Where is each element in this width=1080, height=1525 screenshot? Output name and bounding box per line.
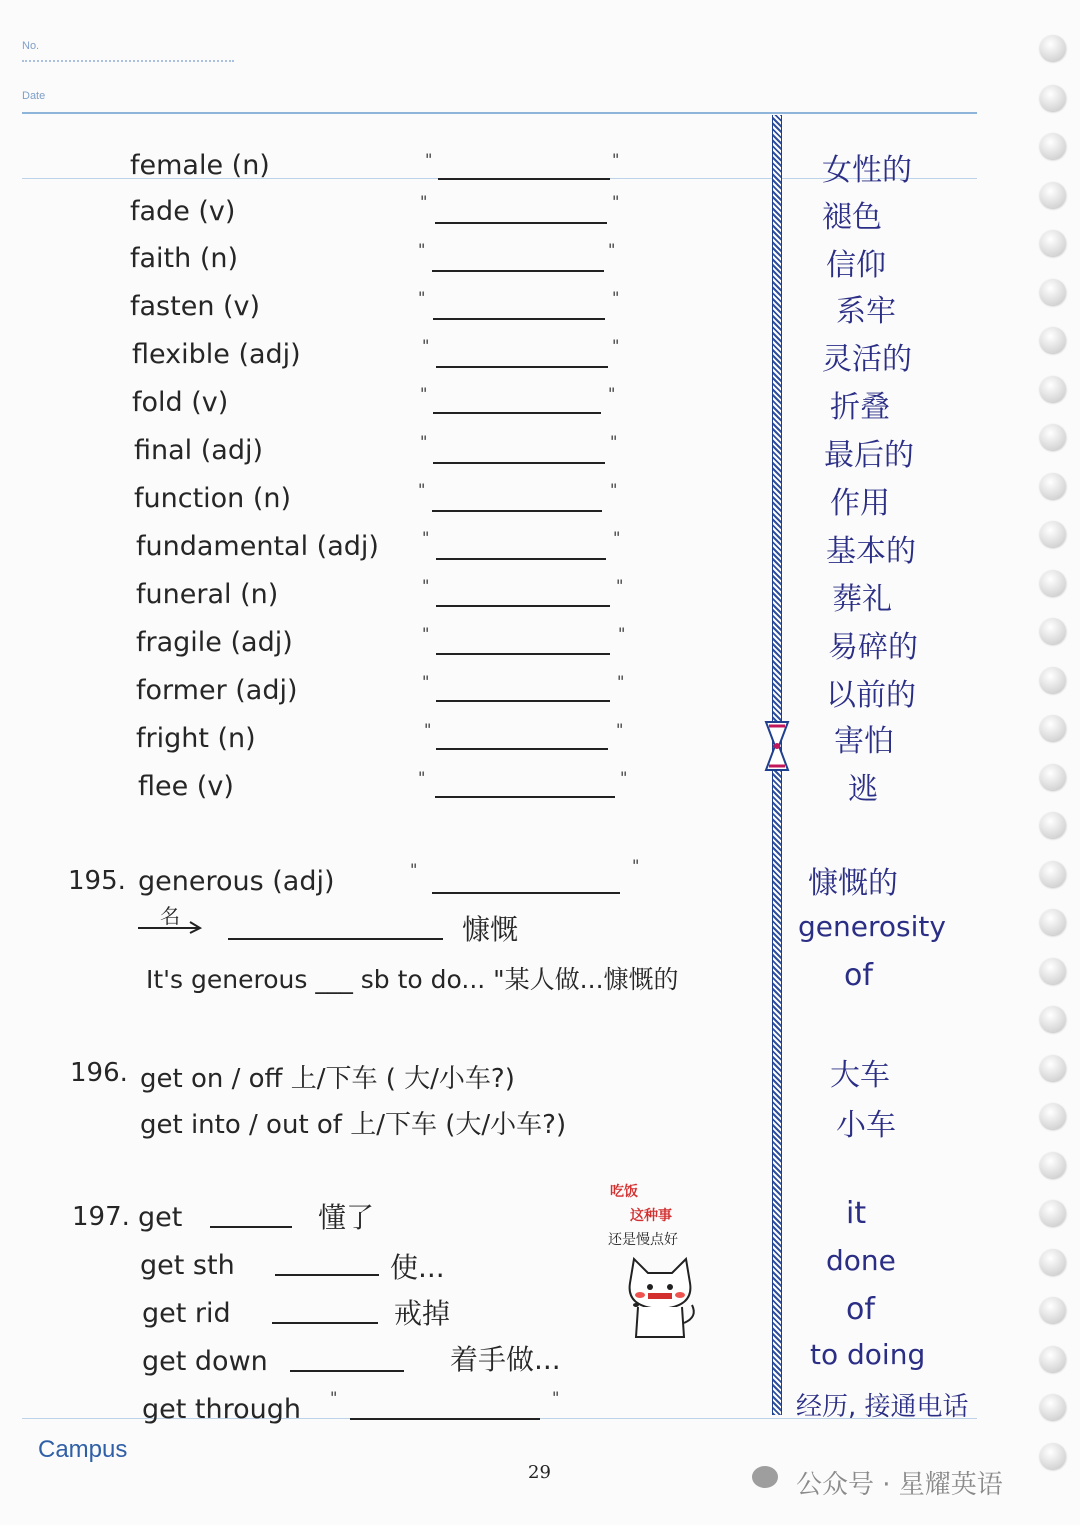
sticker-text: 吃饭: [610, 1184, 638, 1200]
vocab-word: flee (v): [138, 771, 234, 802]
vocab-word: flexible (adj): [132, 339, 301, 370]
answer-blank: [272, 1322, 378, 1324]
cat-icon: [620, 1253, 700, 1343]
answer: generosity: [798, 910, 946, 943]
cat-sticker: [600, 1175, 730, 1350]
vocab-meaning: 逃: [848, 772, 878, 807]
vocab-meaning: 葬礼: [832, 582, 892, 617]
wechat-icon: [752, 1466, 778, 1488]
arrow-meaning: 慷慨: [462, 913, 519, 946]
vocab-meaning: 褪色: [822, 200, 882, 235]
bow-icon: [763, 720, 791, 772]
vocab-word: fold (v): [132, 387, 229, 418]
answer: 小车: [836, 1108, 896, 1143]
notebook-page: No. Date female (n) " " 女性的 fade (v) " " 褪色 faith (n) " " 信仰 fasten (v) " " 系牢 flexible (adj) " " 灵活的 fold (v) " " 折叠 final (adj) " " 最后的 function (n) " " 作用 fundamental (adj) " " 基本的 funeral (n) " " 葬礼 fragile (adj) " " 易碎的 former (adj) " " 以前的 fright (n) " " 害怕 flee (v) " " 逃 195. generous (adj) " " 名 慷慨 It's generous ___ sb to do... "某人做...慷慨的 慷慨的 generosity of 196. get on / off 上/下车 ( 大/小车?) get into / out of 上/下车 (大/小车?) 大车 小车 197. get 懂了 it get sth 使... done get rid 戒掉 of get down 着手做... to doing get through " " 经历, 接通电话 吃饭 这种事 还是慢点好 Campus 29 公众号 · 星耀英语: [0, 0, 1080, 1525]
phrase: get through: [142, 1394, 302, 1425]
phrase: get sth: [140, 1250, 235, 1281]
item-word: generous (adj): [138, 866, 335, 897]
vocab-meaning: 易碎的: [828, 630, 918, 665]
no-label: No.: [22, 40, 40, 52]
usage-sentence: It's generous ___ sb to do... "某人做...慷慨的: [146, 965, 679, 994]
vocab-meaning: 基本的: [826, 534, 916, 569]
answer-blank: [436, 605, 610, 607]
answer-blank: [290, 1370, 404, 1372]
binder-rings: [1040, 30, 1070, 1490]
watermark: 公众号 · 星耀英语: [796, 1470, 1003, 1500]
arrow-icon: [136, 920, 204, 934]
phrase-meaning: 戒掉: [394, 1297, 451, 1330]
sticker-text: 还是慢点好: [608, 1232, 678, 1248]
vocab-meaning: 信仰: [826, 248, 886, 283]
vocab-word: fade (v): [130, 196, 236, 227]
phrase-meaning: 着手做...: [450, 1343, 561, 1376]
answer-blank: [210, 1226, 292, 1228]
sticker-text: 这种事: [630, 1208, 672, 1224]
brand-logo: Campus: [38, 1436, 128, 1463]
vocab-word: fundamental (adj): [136, 531, 379, 562]
answer-blank: [350, 1418, 540, 1420]
vocab-word: fright (n): [136, 723, 256, 754]
vocab-meaning: 最后的: [824, 438, 914, 473]
answer-blank: [436, 653, 610, 655]
phrase: get down: [142, 1346, 268, 1377]
phrase: get rid: [142, 1298, 231, 1329]
vocab-meaning: 灵活的: [822, 342, 912, 377]
answer: it: [846, 1196, 867, 1231]
answer-blank: [228, 938, 443, 940]
answer-blank: [433, 462, 605, 464]
no-dotted-line: [22, 60, 234, 62]
item-line: get on / off 上/下车 ( 大/小车?): [140, 1064, 515, 1094]
vocab-word: fragile (adj): [136, 627, 293, 658]
vocab-meaning: 害怕: [834, 724, 894, 759]
page-number: 29: [528, 1462, 551, 1483]
answer-blank: [432, 510, 602, 512]
answer: 大车: [830, 1058, 890, 1093]
answer-blank: [436, 748, 608, 750]
arrow-label: 名: [160, 904, 180, 928]
vocab-meaning: 以前的: [826, 678, 916, 713]
vocab-word: faith (n): [130, 243, 239, 274]
answer-blank: [435, 796, 615, 798]
item-number: 195.: [68, 866, 126, 896]
vocab-word: fasten (v): [130, 291, 261, 322]
answer-blank: [275, 1274, 379, 1276]
answer-blank: [433, 318, 605, 320]
item-number: 196.: [70, 1058, 128, 1088]
item-number: 197.: [72, 1202, 130, 1232]
item-line: get into / out of 上/下车 (大/小车?): [140, 1110, 567, 1140]
vocab-word: final (adj): [134, 435, 264, 466]
answer: done: [826, 1244, 896, 1277]
vocab-meaning: 作用: [830, 486, 890, 521]
phrase: get: [138, 1202, 183, 1233]
vocab-word: female (n): [130, 150, 270, 181]
answer-blank: [432, 892, 620, 894]
answer-blank: [432, 270, 604, 272]
vocab-word: former (adj): [136, 675, 298, 706]
vocab-meaning: 折叠: [830, 390, 890, 425]
phrase-meaning: 懂了: [318, 1201, 375, 1234]
answer: to doing: [810, 1338, 926, 1371]
answer: 经历, 接通电话: [796, 1392, 969, 1422]
answer-blank: [436, 700, 610, 702]
answer-blank: [435, 222, 607, 224]
phrase-meaning: 使...: [390, 1251, 445, 1284]
answer-blank: [436, 558, 606, 560]
header-rule: [22, 112, 977, 114]
answer: of: [846, 1292, 875, 1327]
vocab-meaning: 系牢: [836, 294, 896, 329]
answer: 慷慨的: [808, 866, 898, 901]
vocab-word: funeral (n): [136, 579, 279, 610]
vocab-meaning: 女性的: [822, 153, 912, 188]
answer-blank: [433, 412, 601, 414]
vocab-word: function (n): [134, 483, 292, 514]
date-label: Date: [22, 90, 46, 102]
answer-blank: [436, 366, 608, 368]
answer: of: [844, 958, 873, 993]
answer-blank: [438, 178, 610, 180]
